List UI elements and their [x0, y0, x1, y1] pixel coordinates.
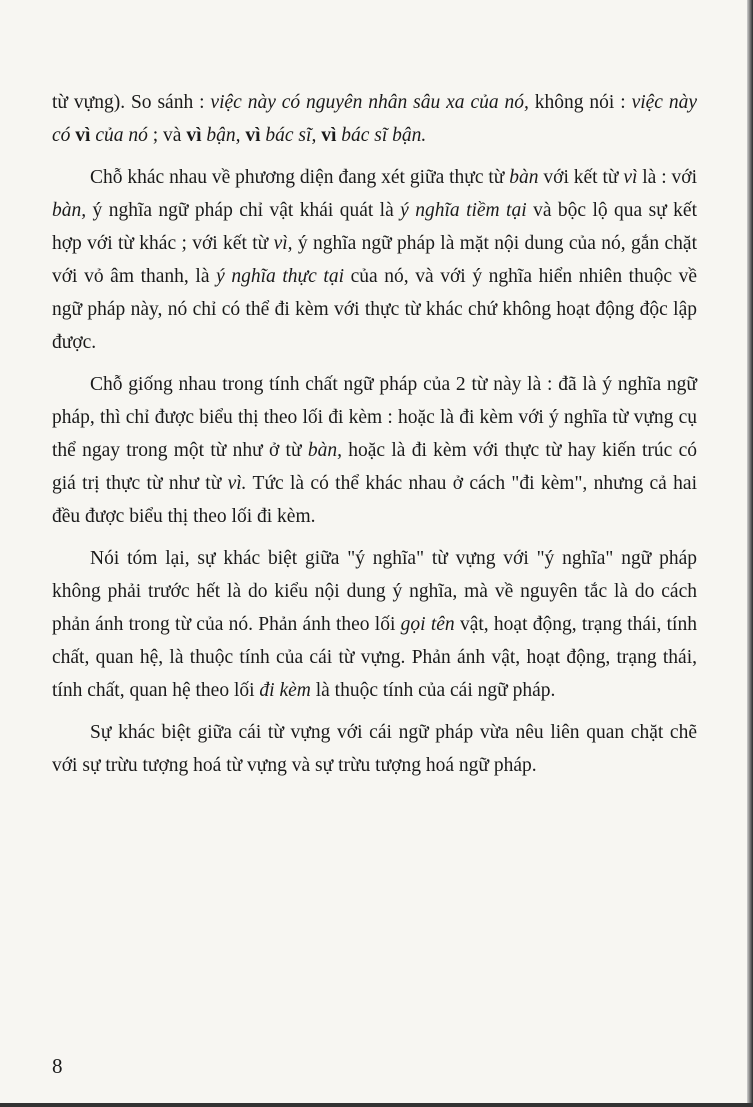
italic-run: đi kèm [259, 680, 311, 701]
italic-run: việc này có nguyên nhân sâu xa của nó, [210, 92, 529, 113]
text-run: vật, hoạt động, trạng thái, tính chất, quan hệ, là thuộc tính của cái từ vựng. Phản ánh vật, hoạt động, trạng thái, tính chất, quan hệ theo lối [52, 614, 697, 701]
text-run: Nói tóm lại, sự khác biệt giữa "ý nghĩa" từ vựng với "ý nghĩa" ngữ pháp không phải trước hết là do kiểu nội dung ý nghĩa, mà về nguyên tắc là do cách phản ánh trong từ của nó. Phản ánh theo lối [52, 548, 697, 635]
italic-run: ý nghĩa thực tại [216, 266, 344, 287]
text-run: Chỗ giống nhau trong tính chất ngữ pháp của 2 từ này là : đã là ý nghĩa ngữ pháp, thì chỉ được biểu thị theo lối đi kèm : hoặc là đi kèm với ý nghĩa từ vựng cụ thể ngay trong một từ như ở từ [52, 374, 697, 461]
text-run: từ vựng). So sánh : [52, 92, 211, 113]
paragraph [52, 542, 697, 707]
bold-run: vì [186, 125, 202, 146]
italic-run: bác sĩ bận. [336, 125, 427, 146]
bold-run: vì [321, 125, 337, 146]
italic-run: bàn, [307, 440, 342, 461]
italic-run: vì, [273, 233, 293, 254]
text-run: ; và [147, 125, 187, 146]
text-run: với kết từ [538, 167, 624, 188]
paragraph [52, 716, 697, 782]
italic-run: của nó [90, 125, 148, 146]
text-run: là : với [637, 167, 697, 188]
italic-run: vì. [227, 473, 247, 494]
bold-run: vì [245, 125, 261, 146]
text-run: và bộc lộ qua sự kết hợp với từ khác ; với kết từ [52, 200, 697, 254]
italic-run: việc này có [52, 92, 697, 146]
paragraph [52, 86, 697, 152]
text-run: Chỗ khác nhau về phương diện đang xét giữa thực từ [90, 167, 510, 188]
italic-run: vì [623, 167, 638, 188]
text-run: của nó, và với ý nghĩa hiển nhiên thuộc về ngữ pháp này, nó chỉ có thể đi kèm với thực từ khác chứ không hoạt động độc lập được. [52, 266, 698, 353]
text-run: Tức là có thể khác nhau ở cách "đi kèm", nhưng cả hai đều được biểu thị theo lối đi kèm. [52, 473, 697, 527]
page-bottom-edge [0, 1103, 753, 1107]
text-run: không nói : [528, 92, 632, 113]
text-run: là thuộc tính của cái ngữ pháp. [310, 680, 556, 701]
italic-run: bàn, [52, 200, 87, 221]
page-edge-shadow [747, 0, 753, 1107]
text-run: ý nghĩa ngữ pháp là mặt nội dung của nó, gắn chặt với vỏ âm thanh, là [52, 233, 697, 287]
italic-run: bàn [509, 167, 539, 188]
text-run: hoặc là đi kèm với thực từ hay kiến trúc có giá trị thực từ như từ [52, 440, 697, 494]
text-run: ý nghĩa ngữ pháp chỉ vật khái quát là [86, 200, 401, 221]
italic-run: bận, [201, 125, 241, 146]
body-text [52, 86, 697, 782]
paragraph [52, 368, 697, 533]
italic-run: bác sĩ, [260, 125, 317, 146]
paragraph [52, 161, 697, 359]
italic-run: ý nghĩa tiềm tại [400, 200, 527, 221]
text-run: Sự khác biệt giữa cái từ vựng với cái ngữ pháp vừa nêu liên quan chặt chẽ với sự trừu tượng hoá từ vựng và sự trừu tượng hoá ngữ pháp. [52, 722, 697, 776]
bold-run: vì [75, 125, 91, 146]
page-number: 8 [52, 1054, 63, 1078]
italic-run: gọi tên [400, 614, 455, 635]
